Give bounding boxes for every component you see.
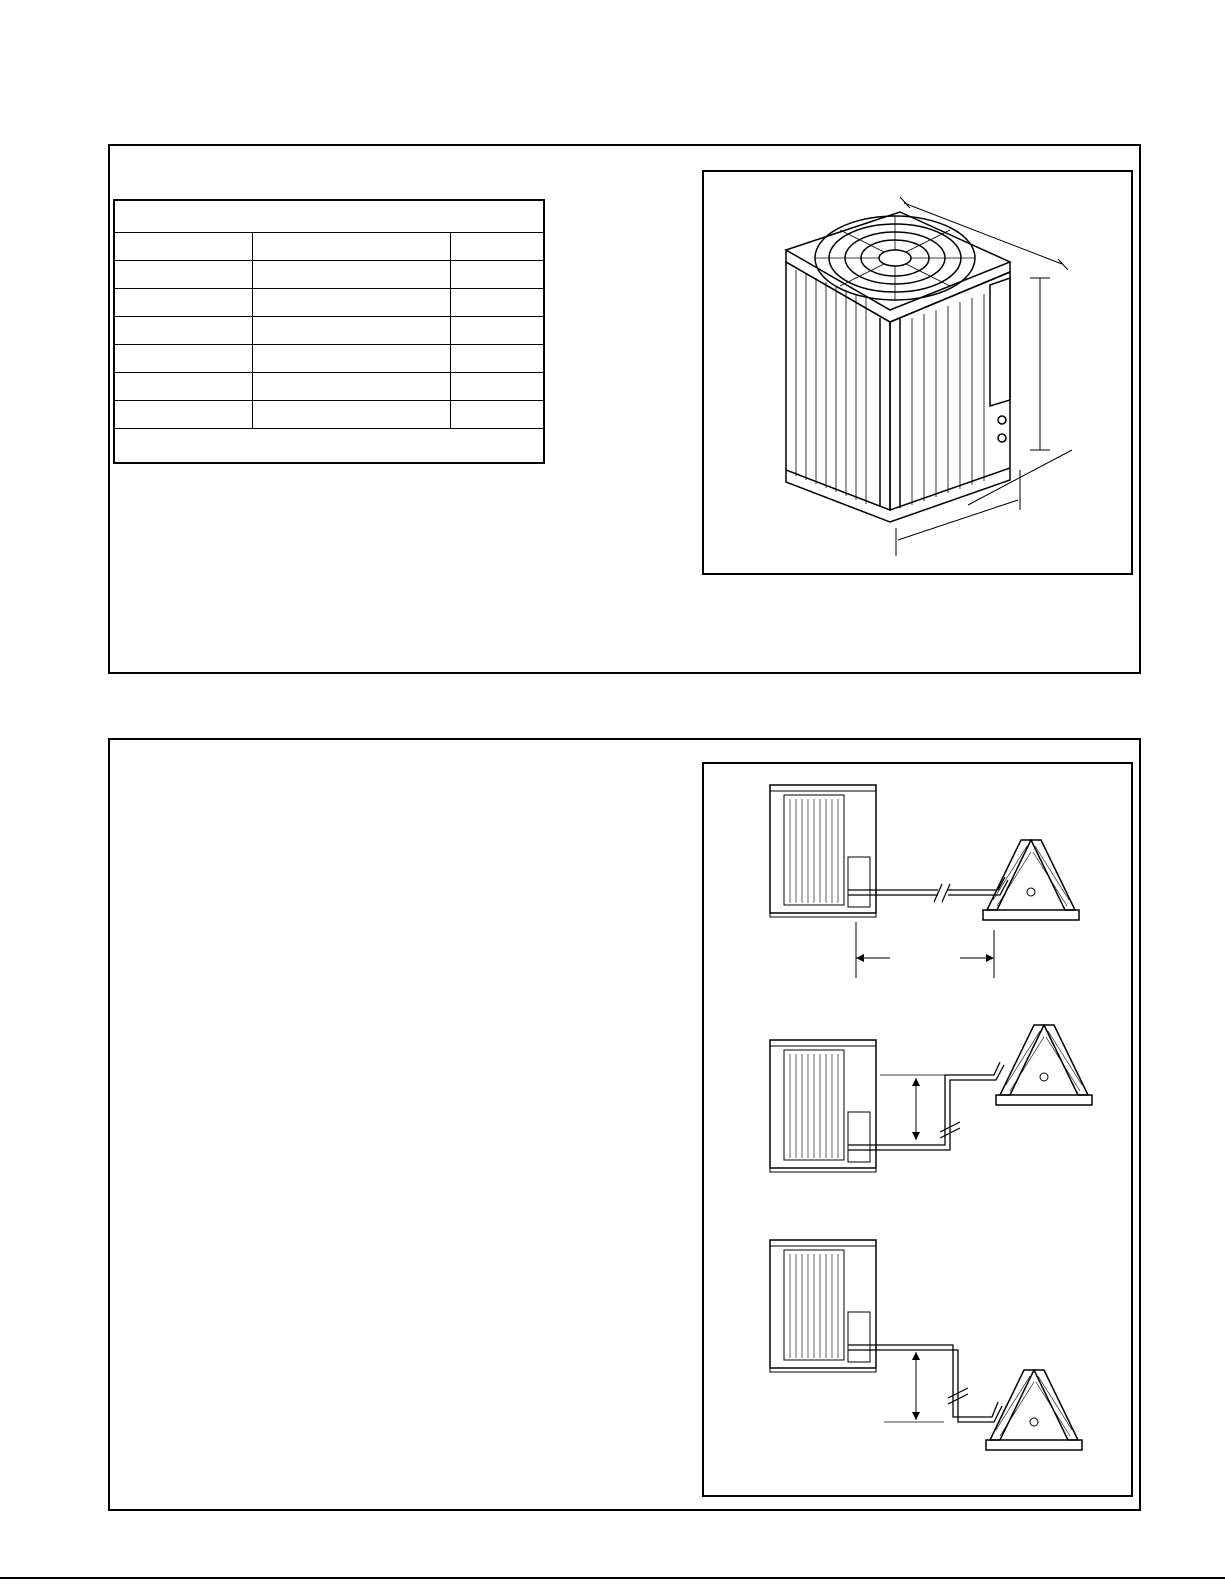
footer-rule xyxy=(0,1577,1225,1579)
table-row xyxy=(114,261,544,289)
table-row xyxy=(114,400,544,428)
table-cell xyxy=(252,344,450,372)
unit-figure-frame xyxy=(702,170,1133,575)
table-cell xyxy=(114,372,252,400)
table-cell xyxy=(114,289,252,317)
table-cell xyxy=(450,400,544,428)
table-row xyxy=(114,316,544,344)
table-cell xyxy=(252,372,450,400)
table-cell xyxy=(252,261,450,289)
table-header-cell xyxy=(450,233,544,261)
dimensions-table xyxy=(113,199,545,464)
table-header-cell xyxy=(114,233,252,261)
table-cell xyxy=(450,261,544,289)
table-cell xyxy=(252,400,450,428)
table-header-row xyxy=(114,233,544,261)
table-cell xyxy=(114,400,252,428)
line-set-figure-frame xyxy=(702,762,1133,1497)
table-row xyxy=(114,372,544,400)
table-cell xyxy=(114,316,252,344)
table-cell xyxy=(252,316,450,344)
table-cell xyxy=(450,344,544,372)
table-cell xyxy=(450,372,544,400)
table-title xyxy=(114,200,544,233)
table-row xyxy=(114,289,544,317)
table-cell xyxy=(114,261,252,289)
table-header-cell xyxy=(252,233,450,261)
table-title-row xyxy=(114,200,544,233)
table-cell xyxy=(252,289,450,317)
table-cell xyxy=(450,289,544,317)
table-cell xyxy=(450,316,544,344)
table-row xyxy=(114,344,544,372)
table-note xyxy=(114,428,544,463)
table-cell xyxy=(114,344,252,372)
table-note-row xyxy=(114,428,544,463)
